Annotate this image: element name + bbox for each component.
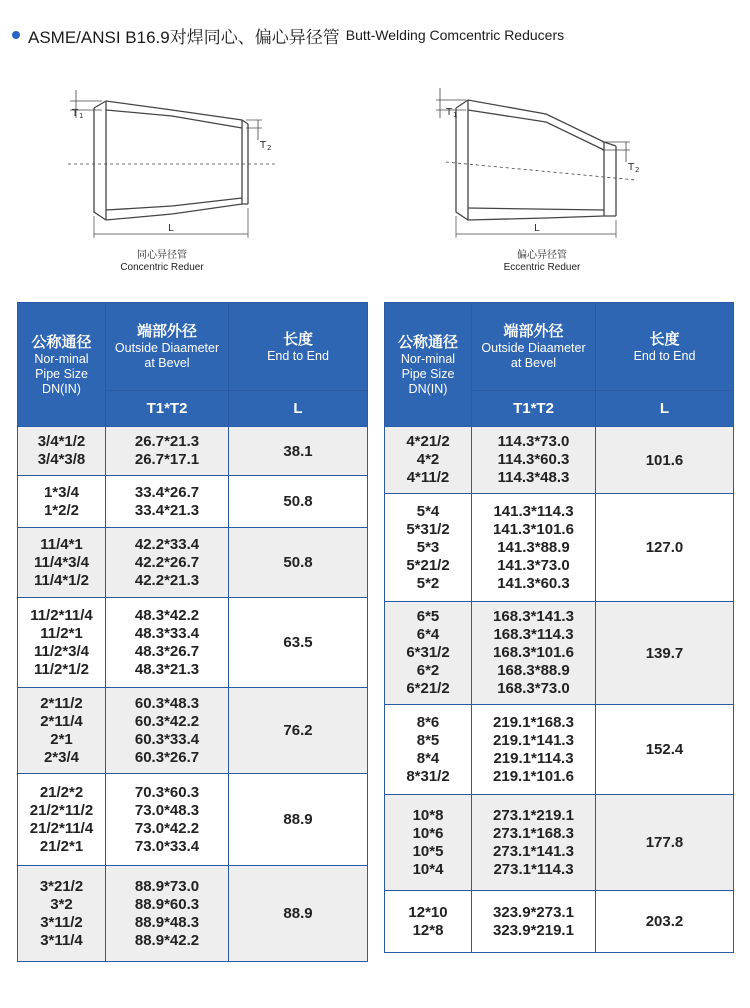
concentric-reducer-diagram: [62, 80, 282, 245]
eccentric-reducer-diagram: [436, 80, 656, 245]
od-value: 168.3*73.0: [497, 680, 570, 697]
sub-header-l: L: [596, 391, 734, 427]
left-spec-table: [17, 302, 368, 962]
size-value: 10*8: [412, 806, 444, 824]
od-value: 88.9*73.0: [134, 877, 200, 895]
sub-header-t: T1*T2: [472, 391, 596, 427]
od-value: 219.1*141.3: [493, 731, 574, 749]
od-value: 42.2*21.3: [134, 571, 200, 589]
od-value: 219.1*114.3: [493, 749, 574, 767]
size-value: 6*2: [416, 662, 440, 679]
od-value: 73.0*48.3: [134, 801, 200, 819]
size-value: 11/4*1: [40, 535, 83, 553]
od-value: 73.0*33.4: [134, 837, 200, 855]
size-value: 3/4*3/8: [37, 451, 86, 468]
size-value: 2*3/4: [43, 748, 80, 766]
length-value: 88.9: [229, 774, 368, 866]
od-value: 273.1*168.3: [493, 824, 574, 842]
length-value: 50.8: [229, 476, 368, 528]
size-value: 6*21/2: [406, 680, 450, 697]
svg-text:L: L: [534, 223, 540, 234]
size-value: 11/4*1/2: [33, 571, 90, 589]
size-value: 5*4: [416, 502, 440, 520]
right-spec-table: [384, 302, 734, 953]
size-value: 6*5: [416, 608, 440, 625]
length-value: 152.4: [596, 705, 734, 795]
table-row: [18, 598, 368, 688]
od-cell: [106, 598, 229, 688]
concentric-caption: 同心异径管 Concentric Reduer: [120, 250, 204, 273]
od-value: 48.3*33.4: [134, 624, 200, 642]
svg-text:T: T: [446, 107, 453, 118]
od-value: 33.4*21.3: [134, 501, 200, 519]
od-value: 114.3*48.3: [497, 469, 570, 486]
size-value: 3*11/2: [40, 913, 83, 931]
size-cell: [385, 427, 472, 494]
table-row: [385, 494, 734, 602]
size-cell: [18, 476, 106, 528]
od-value: 42.2*26.7: [134, 553, 200, 571]
title-main: ASME/ANSI B16.9对焊同心、偏心异径管: [28, 27, 340, 47]
od-value: 48.3*26.7: [134, 642, 200, 660]
length-value: 203.2: [596, 891, 734, 953]
size-cell: [385, 705, 472, 795]
size-value: 6*4: [416, 626, 440, 643]
svg-text:T: T: [260, 140, 267, 151]
size-value: 3*11/4: [40, 931, 83, 949]
size-cell: [18, 774, 106, 866]
length-value: 63.5: [229, 598, 368, 688]
od-cell: [472, 602, 596, 705]
size-value: 4*2: [416, 451, 440, 468]
od-value: 26.7*21.3: [134, 433, 200, 450]
od-value: 168.3*88.9: [497, 662, 570, 679]
size-cell: [18, 598, 106, 688]
size-value: 2*11/2: [40, 694, 83, 712]
col-od-header: 端部外径 Outside Diaameter at Bevel: [472, 303, 596, 391]
sub-header-t: T1*T2: [106, 391, 229, 427]
od-cell: [472, 494, 596, 602]
od-value: 323.9*273.1: [493, 903, 574, 921]
size-value: 12*8: [412, 921, 444, 939]
size-value: 6*31/2: [406, 644, 450, 661]
size-value: 1*3/4: [43, 483, 80, 501]
od-cell: [106, 774, 229, 866]
od-value: 219.1*168.3: [493, 713, 574, 731]
col-od-header: 端部外径 Outside Diaameter at Bevel: [106, 303, 229, 391]
size-value: 4*21/2: [406, 433, 450, 450]
svg-text:1: 1: [453, 111, 458, 119]
length-value: 88.9: [229, 866, 368, 962]
size-value: 11/4*3/4: [33, 553, 90, 571]
size-value: 5*2: [416, 574, 440, 592]
col-size-header: 公称通径 Nor-minal Pipe Size DN(IN): [385, 303, 472, 427]
table-row: [18, 427, 368, 476]
table-row: [385, 705, 734, 795]
od-value: 273.1*141.3: [493, 842, 574, 860]
size-cell: [385, 602, 472, 705]
size-value: 8*6: [416, 713, 440, 731]
size-value: 2*11/4: [40, 712, 83, 730]
length-value: 38.1: [229, 427, 368, 476]
od-value: 73.0*42.2: [134, 819, 200, 837]
length-value: 76.2: [229, 688, 368, 774]
od-value: 219.1*101.6: [493, 767, 574, 785]
table-row: [18, 866, 368, 962]
table-row: [18, 688, 368, 774]
size-value: 5*21/2: [406, 556, 450, 574]
od-value: 26.7*17.1: [134, 451, 200, 468]
size-cell: [18, 866, 106, 962]
od-value: 60.3*26.7: [134, 748, 200, 766]
size-value: 4*11/2: [406, 469, 450, 486]
table-row: [385, 795, 734, 891]
table-row: [18, 528, 368, 598]
size-value: 21/2*11/4: [29, 819, 94, 837]
od-cell: [472, 705, 596, 795]
size-value: 8*5: [416, 731, 440, 749]
od-value: 60.3*48.3: [134, 694, 200, 712]
od-value: 168.3*101.6: [493, 644, 574, 661]
od-cell: [106, 528, 229, 598]
svg-text:2: 2: [635, 166, 640, 174]
od-value: 273.1*219.1: [493, 806, 574, 824]
size-value: 5*3: [416, 538, 440, 556]
size-value: 3*2: [50, 895, 73, 913]
size-cell: [18, 427, 106, 476]
length-value: 139.7: [596, 602, 734, 705]
od-value: 141.3*114.3: [493, 502, 574, 520]
od-value: 88.9*48.3: [134, 913, 200, 931]
length-value: 127.0: [596, 494, 734, 602]
title-sub: Butt-Welding Comcentric Reducers: [345, 27, 565, 43]
od-cell: [472, 427, 596, 494]
size-value: 2*1: [50, 730, 73, 748]
svg-text:L: L: [168, 223, 174, 234]
length-value: 101.6: [596, 427, 734, 494]
size-value: 12*10: [408, 903, 448, 921]
size-value: 8*4: [416, 749, 440, 767]
size-value: 1*2/2: [43, 501, 80, 519]
od-value: 141.3*73.0: [497, 556, 570, 574]
table-row: [385, 602, 734, 705]
od-value: 88.9*42.2: [134, 931, 200, 949]
od-value: 141.3*101.6: [493, 520, 574, 538]
size-value: 8*31/2: [406, 767, 450, 785]
size-value: 11/2*1: [40, 624, 83, 642]
col-length-header: 长度 End to End: [229, 303, 368, 391]
od-value: 33.4*26.7: [134, 483, 200, 501]
od-value: 48.3*42.2: [134, 606, 200, 624]
od-value: 114.3*73.0: [497, 433, 570, 450]
od-cell: [106, 688, 229, 774]
col-size-header: 公称通径 Nor-minal Pipe Size DN(IN): [18, 303, 106, 427]
size-value: 11/2*3/4: [33, 642, 90, 660]
size-value: 11/2*11/4: [30, 606, 93, 624]
size-value: 21/2*11/2: [29, 801, 94, 819]
od-value: 114.3*60.3: [497, 451, 570, 468]
table-row: [18, 774, 368, 866]
size-value: 5*31/2: [406, 520, 450, 538]
size-value: 3/4*1/2: [37, 433, 86, 450]
svg-text:2: 2: [267, 144, 272, 152]
od-cell: [472, 795, 596, 891]
length-value: 50.8: [229, 528, 368, 598]
od-value: 168.3*114.3: [493, 626, 574, 643]
od-value: 70.3*60.3: [134, 783, 200, 801]
od-value: 60.3*33.4: [134, 730, 200, 748]
od-value: 88.9*60.3: [134, 895, 200, 913]
size-value: 11/2*1/2: [33, 660, 90, 678]
size-value: 10*6: [412, 824, 444, 842]
size-value: 21/2*2: [39, 783, 84, 801]
size-cell: [18, 688, 106, 774]
table-row: [18, 476, 368, 528]
svg-text:T: T: [628, 162, 635, 173]
length-value: 177.8: [596, 795, 734, 891]
size-value: 10*4: [412, 860, 444, 878]
sub-header-l: L: [229, 391, 368, 427]
size-cell: [385, 891, 472, 953]
od-cell: [472, 891, 596, 953]
svg-text:T: T: [72, 108, 79, 119]
od-cell: [106, 476, 229, 528]
od-value: 42.2*33.4: [134, 535, 200, 553]
od-cell: [106, 866, 229, 962]
od-value: 168.3*141.3: [493, 608, 574, 625]
size-value: 3*21/2: [39, 877, 84, 895]
size-cell: [18, 528, 106, 598]
od-value: 141.3*60.3: [497, 574, 570, 592]
size-value: 10*5: [412, 842, 444, 860]
size-cell: [385, 795, 472, 891]
eccentric-caption: 偏心异径管 Eccentric Reduer: [503, 250, 581, 273]
size-cell: [385, 494, 472, 602]
table-row: [385, 427, 734, 494]
page-title: [12, 22, 564, 48]
od-value: 141.3*88.9: [497, 538, 570, 556]
bullet-dot: [12, 31, 20, 39]
od-value: 60.3*42.2: [134, 712, 200, 730]
size-value: 21/2*1: [39, 837, 84, 855]
od-value: 323.9*219.1: [493, 921, 574, 939]
svg-text:1: 1: [79, 112, 84, 120]
od-value: 273.1*114.3: [493, 860, 574, 878]
col-length-header: 长度 End to End: [596, 303, 734, 391]
od-value: 48.3*21.3: [134, 660, 200, 678]
od-cell: [106, 427, 229, 476]
table-row: [385, 891, 734, 953]
